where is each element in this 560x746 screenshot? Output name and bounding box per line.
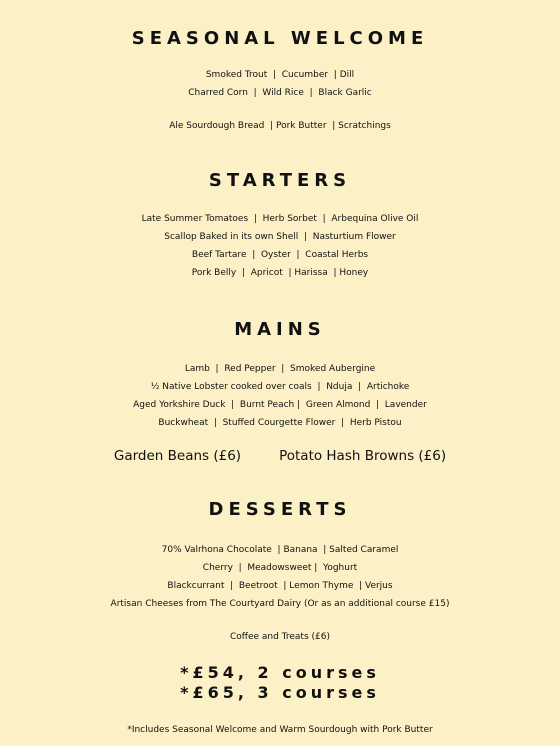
seasonal-welcome-line-1: Smoked Trout | Cucumber | Dill [205,70,355,80]
mains-line-4: Buckwheat | Stuffed Courgette Flower | Herb Pistou [158,418,402,428]
seasonal-welcome-line-2: Charred Corn | Wild Rice | Black Garlic [188,88,372,98]
desserts-line-1: 70% Valrhona Chocolate | Banana | Salted Caramel [161,545,399,555]
seasonal-welcome-line-3: Ale Sourdough Bread | Pork Butter | Scratchings [169,121,391,131]
desserts-line-3: Blackcurrant | Beetroot | Lemon Thyme | Verjus [167,581,393,591]
seasonal-welcome-heading: SEASONAL WELCOME [131,28,429,49]
desserts-line-2: Cherry | Meadowsweet | Yoghurt [202,563,358,573]
mains-line-2: ½ Native Lobster cooked over coals | Nduja | Artichoke [150,382,410,392]
mains-sides [0,447,560,465]
starters-line-1: Late Summer Tomatoes | Herb Sorbet | Arbequina Olive Oil [141,214,419,224]
pricing-footnote: *Includes Seasonal Welcome and Warm Sourdough with Pork Butter [127,725,433,735]
mains-line-3: Aged Yorkshire Duck | Burnt Peach | Green Almond | Lavender [133,400,427,410]
side-garden-beans: Garden Beans (£6) [113,448,242,464]
starters-line-3: Beef Tartare | Oyster | Coastal Herbs [191,250,369,260]
side-potato-hash-browns: Potato Hash Browns (£6) [279,448,447,464]
desserts-line-4: Artisan Cheeses from The Courtyard Dairy (Or as an additional course £15) [110,599,450,609]
price-three-courses: *£65, 3 courses [180,683,380,702]
desserts-heading: DESSERTS [208,499,352,520]
mains-heading: MAINS [234,319,326,340]
price-two-courses: *£54, 2 courses [180,663,380,682]
desserts-extra: Coffee and Treats (£6) [229,632,330,642]
mains-line-1: Lamb | Red Pepper | Smoked Aubergine [184,364,376,374]
starters-line-4: Pork Belly | Apricot | Harissa | Honey [191,268,369,278]
starters-line-2: Scallop Baked in its own Shell | Nasturtium Flower [164,232,396,242]
starters-heading: STARTERS [208,170,352,191]
